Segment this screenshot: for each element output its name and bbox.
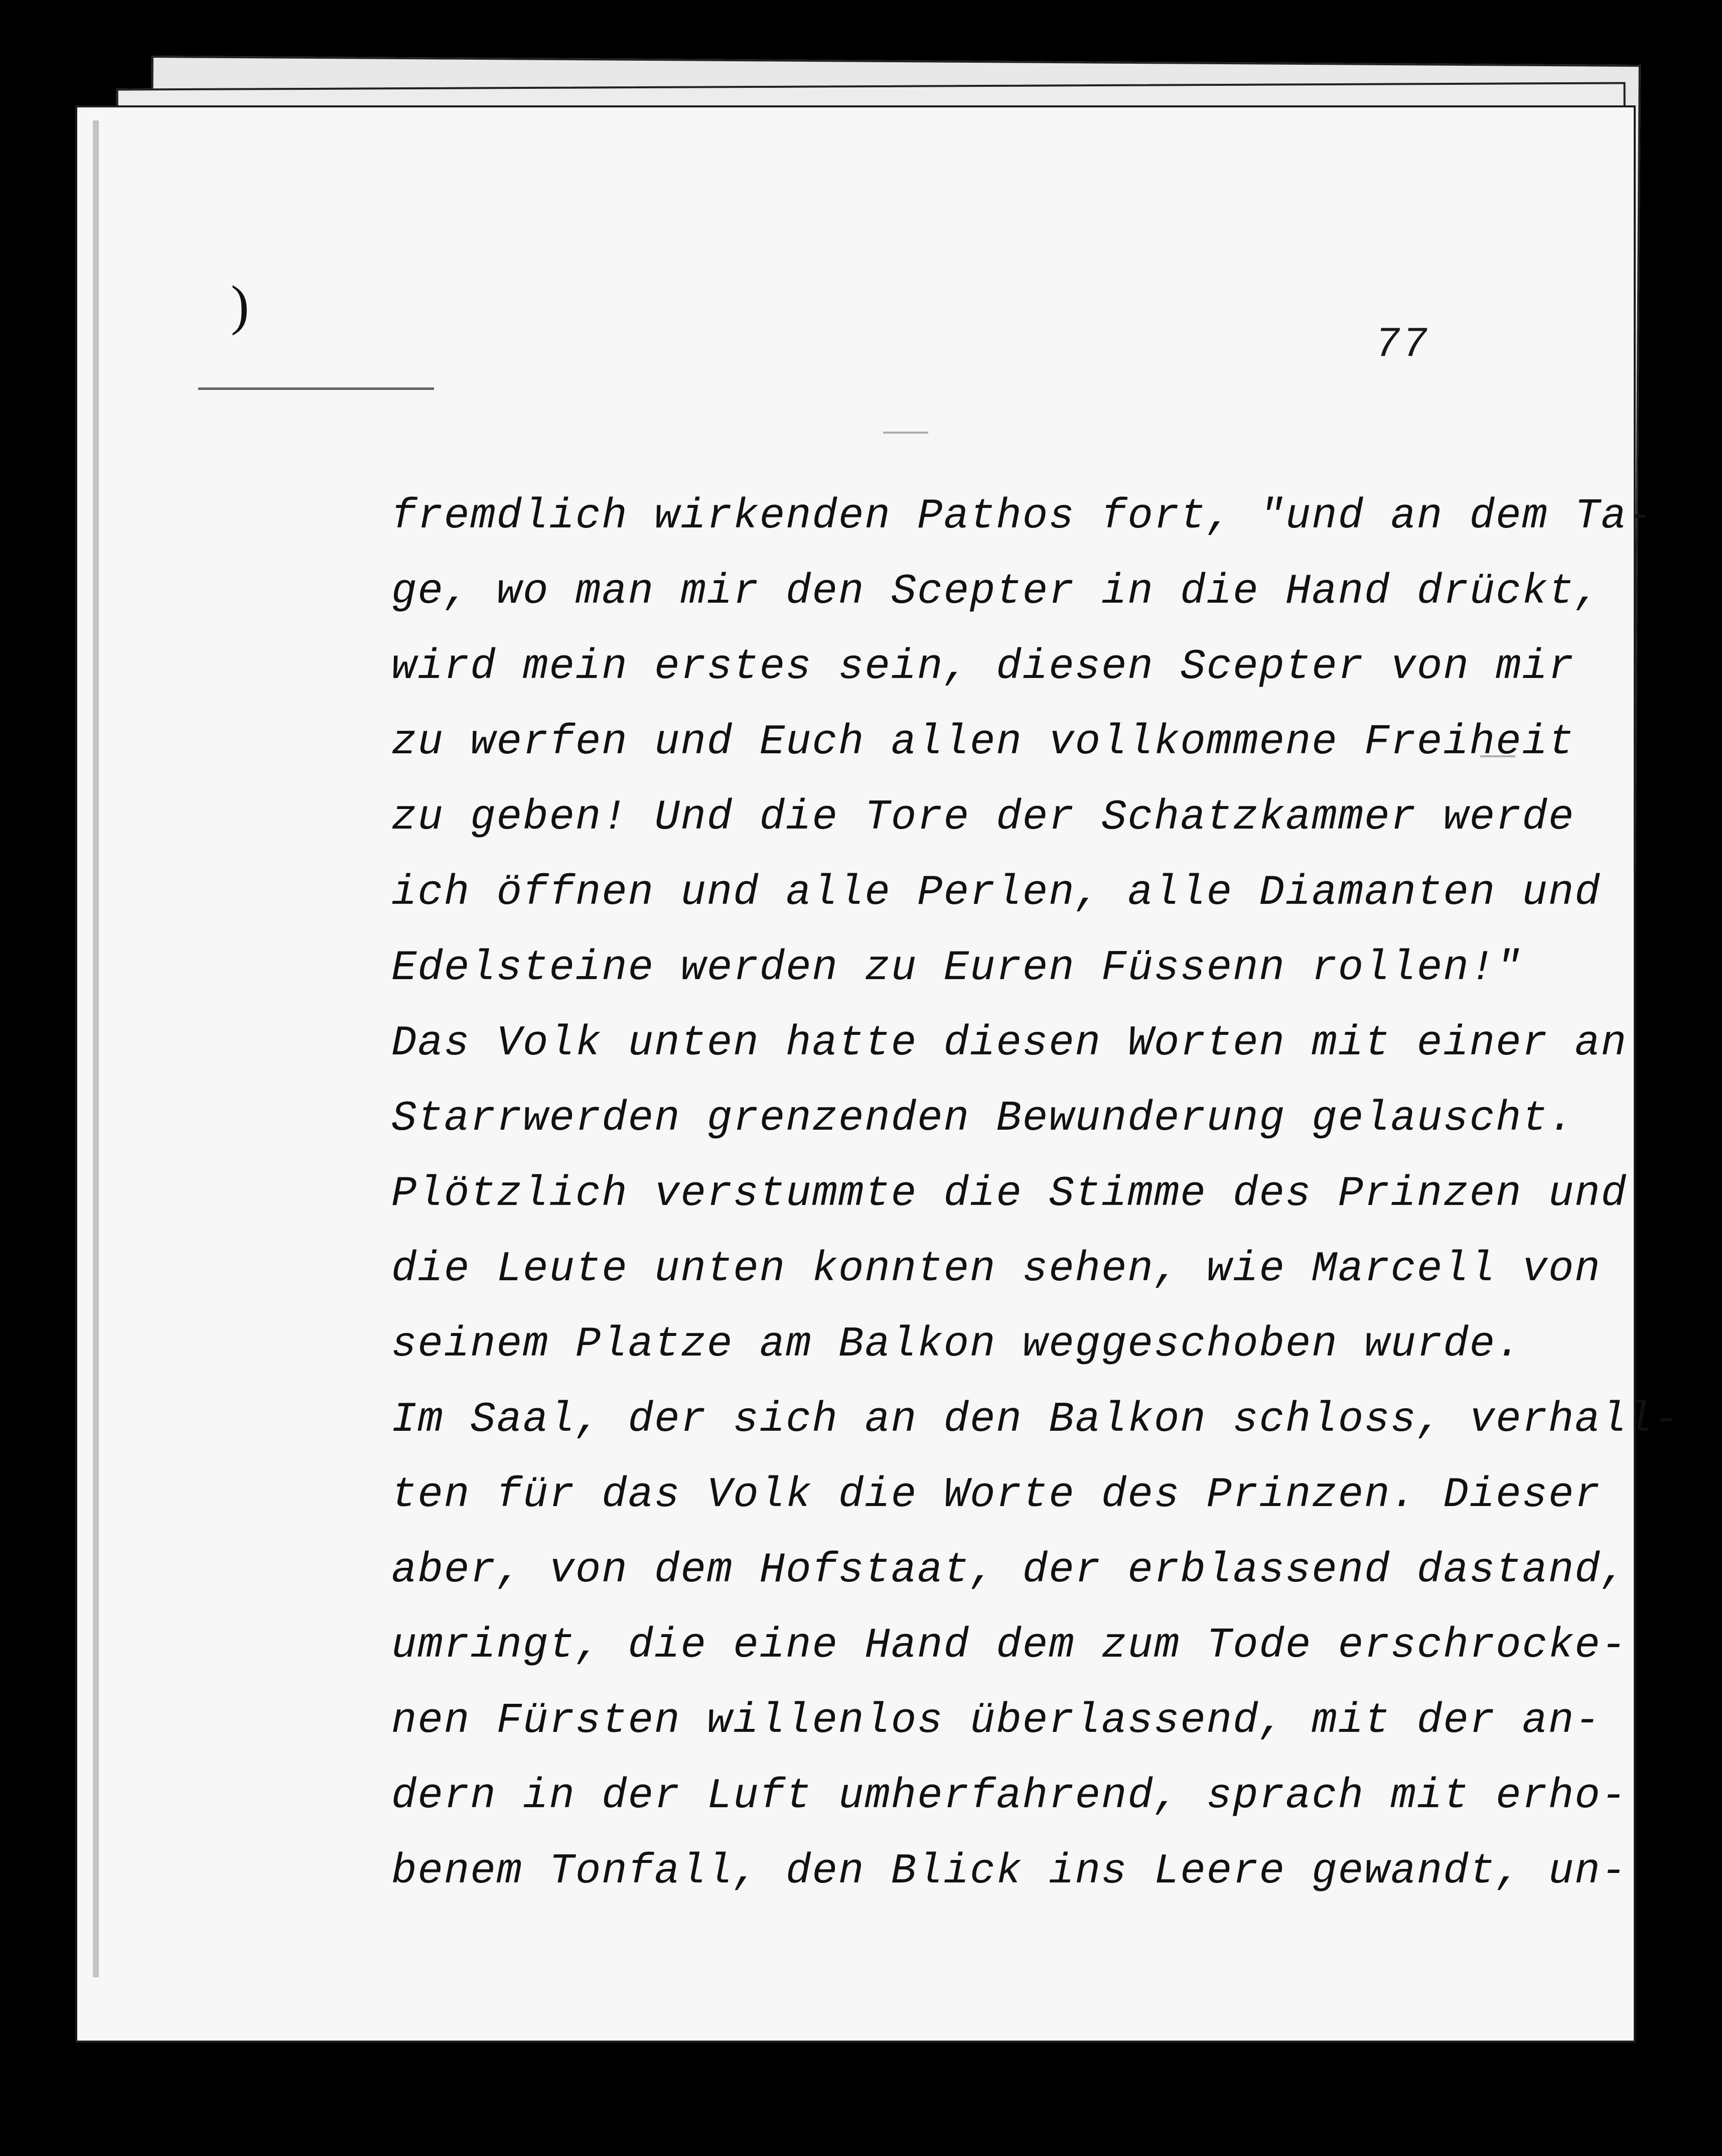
typed-text-block xyxy=(391,479,1680,1910)
text-line: zu geben! Und die Tore der Schatzkammer werde xyxy=(391,794,1575,842)
text-line: nen Fürsten willenlos überlassend, mit der an- xyxy=(391,1697,1601,1745)
text-line: ten für das Volk die Worte des Prinzen. Dieser xyxy=(391,1471,1601,1519)
text-line: die Leute unten konnten sehen, wie Marcell von xyxy=(391,1246,1601,1293)
text-line: zu werfen und Euch allen vollkommene Freiheit xyxy=(391,719,1575,766)
text-line: wird mein erstes sein, diesen Scepter von mir xyxy=(391,643,1575,691)
text-line: Starrwerden grenzenden Bewunderung gelauscht. xyxy=(391,1095,1575,1143)
text-line: Edelsteine werden zu Euren Füssenn rollen!" xyxy=(391,945,1522,992)
text-line: Im Saal, der sich an den Balkon schloss, verhall- xyxy=(391,1396,1680,1444)
margin-mark: ) xyxy=(231,275,249,336)
margin-rule xyxy=(198,387,434,390)
text-line: benem Tonfall, den Blick ins Leere gewandt, un- xyxy=(391,1848,1628,1896)
text-line: fremdlich wirkenden Pathos fort, "und an dem Ta- xyxy=(391,493,1654,541)
text-line: Plötzlich verstummte die Stimme des Prinzen und xyxy=(391,1170,1628,1218)
page-edge-shadow xyxy=(93,120,99,1977)
text-line: seinem Platze am Balkon weggeschoben wurde. xyxy=(391,1321,1522,1369)
page-number: 77 xyxy=(1375,321,1429,369)
ink-smudge xyxy=(883,432,928,434)
text-line: dern in der Luft umherfahrend, sprach mit erho- xyxy=(391,1773,1628,1820)
text-line: ge, wo man mir den Scepter in die Hand drückt, xyxy=(391,568,1601,616)
text-line: Das Volk unten hatte diesen Worten mit einer an xyxy=(391,1020,1628,1067)
text-line: aber, von dem Hofstaat, der erblassend dastand, xyxy=(391,1547,1628,1594)
text-line: ich öffnen und alle Perlen, alle Diamanten und xyxy=(391,869,1601,917)
text-line: umringt, die eine Hand dem zum Tode erschrocke- xyxy=(391,1622,1628,1670)
